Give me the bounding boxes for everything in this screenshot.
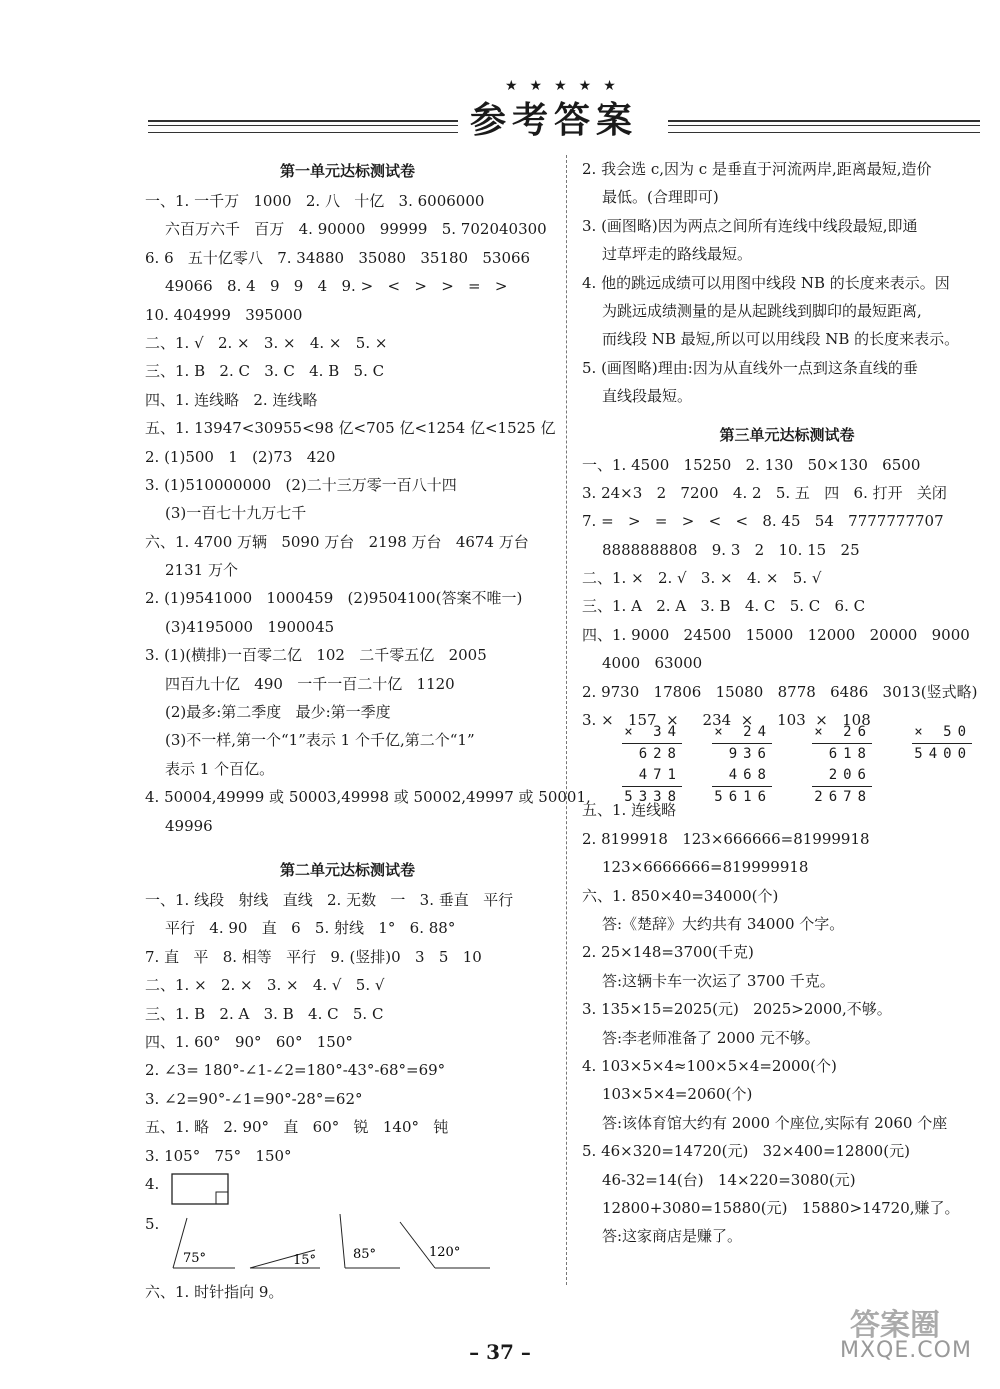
answer-line: 六百万六千 百万 4. 90000 99999 5. 702040300 xyxy=(165,220,547,239)
answer-line: 答:这家商店是赚了。 xyxy=(602,1227,743,1246)
answer-line: 过草坪走的路线最短。 xyxy=(602,245,753,264)
answer-line: 6. 6 五十亿零八 7. 34880 35080 35180 53066 xyxy=(145,248,531,267)
page-header xyxy=(0,70,1000,140)
answer-line: 六、1. 时针指向 9。 xyxy=(145,1282,284,1301)
stars-decoration: ★★★★★ xyxy=(505,78,628,94)
answer-line: 10. 404999 395000 xyxy=(145,305,303,324)
rectangle-figure xyxy=(170,1170,260,1208)
answer-line: 3. (1)510000000 (2)二十三万零一百八十四 xyxy=(145,475,457,494)
unit1-answers xyxy=(145,187,591,840)
answer-line: 三、1. A 2. A 3. B 4. C 5. C 6. C xyxy=(582,597,866,616)
answer-line: 三、1. B 2. C 3. C 4. B 5. C xyxy=(145,362,385,381)
answer-line: 2. 25×148=3700(千克) xyxy=(582,943,754,962)
watermark-logo: 答案圈 xyxy=(850,1308,940,1343)
answer-line: 二、1. × 2. √ 3. × 4. × 5. √ xyxy=(582,569,822,588)
multiplication-row: 471 xyxy=(622,765,682,787)
answer-line: 3. (画图略)因为两点之间所有连线中线段最短,即通 xyxy=(582,216,918,235)
unit3-answers-a xyxy=(582,451,992,735)
answer-line: 3. 24×3 2 7200 4. 2 5. 五 四 6. 打开 关闭 xyxy=(582,483,947,502)
multiplication-row: 5400 xyxy=(914,746,972,763)
section-title-unit1: 第一单元达标测试卷 xyxy=(279,162,415,180)
multiplication-column xyxy=(622,722,682,808)
answer-line: 8888888808 9. 3 2 10. 15 25 xyxy=(602,540,860,559)
section-title-unit3: 第三单元达标测试卷 xyxy=(719,425,855,444)
angles-figure xyxy=(165,1210,525,1276)
answer-line: 答:该体育馆大约有 2000 个座位,实际有 2060 个座 xyxy=(602,1113,948,1132)
right-column xyxy=(582,155,992,1251)
answer-line: 为跳远成绩测量的是从起跳线到脚印的最短距离, xyxy=(602,301,922,320)
multiplication-row: 618 xyxy=(828,746,872,763)
multiplication-column xyxy=(712,722,772,808)
header-rule-right xyxy=(668,120,980,133)
watermark xyxy=(840,1300,1000,1389)
answer-line: 103×5×4=2060(个) xyxy=(602,1085,753,1104)
answer-line: 4. 50004,49999 或 50003,49998 或 50002,49997 或 50001, xyxy=(145,788,591,807)
section-title-unit2: 第二单元达标测试卷 xyxy=(279,860,415,879)
angle-label: 75° xyxy=(183,1250,207,1266)
unit2-answers-cont xyxy=(582,155,992,411)
answer-line: 3. 105° 75° 150° xyxy=(145,1146,292,1165)
angle-label: 85° xyxy=(353,1246,377,1262)
answer-line: 2. ∠3= 180°-∠1-∠2=180°-43°-68°=69° xyxy=(145,1061,446,1080)
multiplication-row: 936 xyxy=(728,746,772,763)
answer-line: 一、1. 4500 15250 2. 130 50×130 6500 xyxy=(582,455,921,474)
answer-line: 直线段最短。 xyxy=(602,387,693,406)
answer-line: 一、1. 线段 射线 直线 2. 无数 一 3. 垂直 平行 xyxy=(145,890,514,909)
answer-line: 5. 46×320=14720(元) 32×400=12800(元) xyxy=(582,1142,910,1161)
answer-line: 46-32=14(台) 14×220=3080(元) xyxy=(602,1170,856,1189)
page-number: – 37 – xyxy=(469,1340,531,1364)
header-rule-left xyxy=(148,120,458,133)
answer-line: 四、1. 60° 90° 60° 150° xyxy=(145,1032,353,1051)
answer-line: 二、1. × 2. × 3. × 4. √ 5. √ xyxy=(145,976,385,995)
watermark-url: MXQE.COM xyxy=(840,1338,972,1363)
answer-line: (3)不一样,第一个“1”表示 1 个千亿,第二个“1” xyxy=(165,731,475,750)
multiplication-row: 5616 xyxy=(714,789,772,806)
answer-line: 六、1. 850×40=34000(个) xyxy=(582,886,779,905)
page-title: 参考答案 xyxy=(470,100,639,141)
answer-line: 123×6666666=819999918 xyxy=(602,858,809,877)
answer-line: 3. ∠2=90°-∠1=90°-28°=62° xyxy=(145,1089,363,1108)
answer-line: 四、1. 连线略 2. 连线略 xyxy=(145,390,318,409)
multiplication-column xyxy=(812,722,872,808)
answer-line: 答:《楚辞》大约共有 34000 个字。 xyxy=(602,914,845,933)
left-column xyxy=(145,155,591,1306)
answer-line: 2. (1)500 1 (2)73 420 xyxy=(145,447,336,466)
answer-line: 一、1. 一千万 1000 2. 八 十亿 3. 6006000 xyxy=(145,192,485,210)
answer-line: 2. (1)9541000 1000459 (2)9504100(答案不唯一) xyxy=(145,589,523,608)
answer-line: 5. 75° 15° 85° 120° xyxy=(145,1210,550,1278)
multiplication-row: 468 xyxy=(712,765,772,787)
unit3-answers-b xyxy=(582,796,992,1250)
answer-line: 4. 他的跳远成绩可以用图中线段 NB 的长度来表示。因 xyxy=(582,273,950,292)
answer-line: 而线段 NB 最短,所以可以用线段 NB 的长度来表示。 xyxy=(602,330,960,349)
answer-line: 49066 8. 4 9 9 4 9. > < > > = > xyxy=(165,277,508,296)
answer-line: 2. 9730 17806 15080 8778 6486 3013(竖式略) xyxy=(582,682,978,701)
multiplication-row: × 34 xyxy=(622,722,682,744)
angle-label: 120° xyxy=(429,1244,461,1260)
answer-line: 7. 直 平 8. 相等 平行 9. (竖排)0 3 5 10 xyxy=(145,947,482,966)
answer-line: 最低。(合理即可) xyxy=(602,188,719,207)
multiplication-row: × 24 xyxy=(712,722,772,744)
answer-line: 五、1. 连线略 xyxy=(582,801,677,820)
answer-line: 五、1. 略 2. 90° 直 60° 锐 140° 钝 xyxy=(145,1118,449,1137)
answer-line: 二、1. √ 2. × 3. × 4. × 5. × xyxy=(145,333,388,352)
angle-label: 15° xyxy=(293,1252,317,1268)
answer-line: 3. (1)(横排)一百零二亿 102 二千零五亿 2005 xyxy=(145,646,487,665)
answer-line: 4000 63000 xyxy=(602,654,703,673)
answer-line: 5. (画图略)理由:因为从直线外一点到这条直线的垂 xyxy=(582,358,918,377)
answer-line: (3)一百七十九万七千 xyxy=(165,504,307,523)
answer-line: (2)最多:第二季度 最少:第一季度 xyxy=(165,703,391,722)
unit2-answers xyxy=(145,886,550,1306)
multiplication-row: 206 xyxy=(812,765,872,787)
answer-line: 2. 8199918 123×666666=81999918 xyxy=(582,829,870,848)
column-divider xyxy=(566,155,567,1285)
answer-line: 49996 xyxy=(165,816,213,835)
answer-line: 4. 103×5×4≈100×5×4=2000(个) xyxy=(582,1056,837,1075)
answer-line: 平行 4. 90 直 6 5. 射线 1° 6. 88° xyxy=(165,919,456,938)
answer-line: 2131 万个 xyxy=(165,561,238,580)
answer-line: 4. xyxy=(145,1170,550,1210)
multiplication-column xyxy=(912,722,972,765)
multiplication-row: 5338 xyxy=(624,789,682,806)
answer-line: 四、1. 9000 24500 15000 12000 20000 9000 xyxy=(582,625,970,644)
multiplication-row: 628 xyxy=(638,746,682,763)
multiplication-row: × 50 xyxy=(912,722,972,744)
answer-line: 2. 我会选 c,因为 c 是垂直于河流两岸,距离最短,造价 xyxy=(582,160,932,178)
answer-line: 答:这辆卡车一次运了 3700 千克。 xyxy=(602,971,835,990)
answer-line: 12800+3080=15880(元) 15880>14720,赚了。 xyxy=(602,1198,960,1217)
multiplication-row: 2678 xyxy=(814,789,872,806)
answer-line: 五、1. 13947<30955<98 亿<705 亿<1254 亿<1525 亿 xyxy=(145,419,556,438)
answer-line: 四百九十亿 490 一千一百二十亿 1120 xyxy=(165,674,455,693)
answer-line: 答:李老师准备了 2000 元不够。 xyxy=(602,1028,820,1047)
answer-line: 7. = > = > < < 8. 45 54 7777777707 xyxy=(582,512,944,531)
multiplication-row: × 26 xyxy=(812,722,872,744)
answer-line: 三、1. B 2. A 3. B 4. C 5. C xyxy=(145,1004,384,1023)
answer-line: 六、1. 4700 万辆 5090 万台 2198 万台 4674 万台 xyxy=(145,532,529,551)
answer-line: 3. 135×15=2025(元) 2025>2000,不够。 xyxy=(582,1000,892,1019)
multiplication-work xyxy=(582,724,992,806)
answer-line: 表示 1 个百亿。 xyxy=(165,759,275,778)
answer-line: 3. × 157 × 234 × 103 × 108 xyxy=(582,711,871,730)
answer-line: (3)4195000 1900045 xyxy=(165,617,335,636)
